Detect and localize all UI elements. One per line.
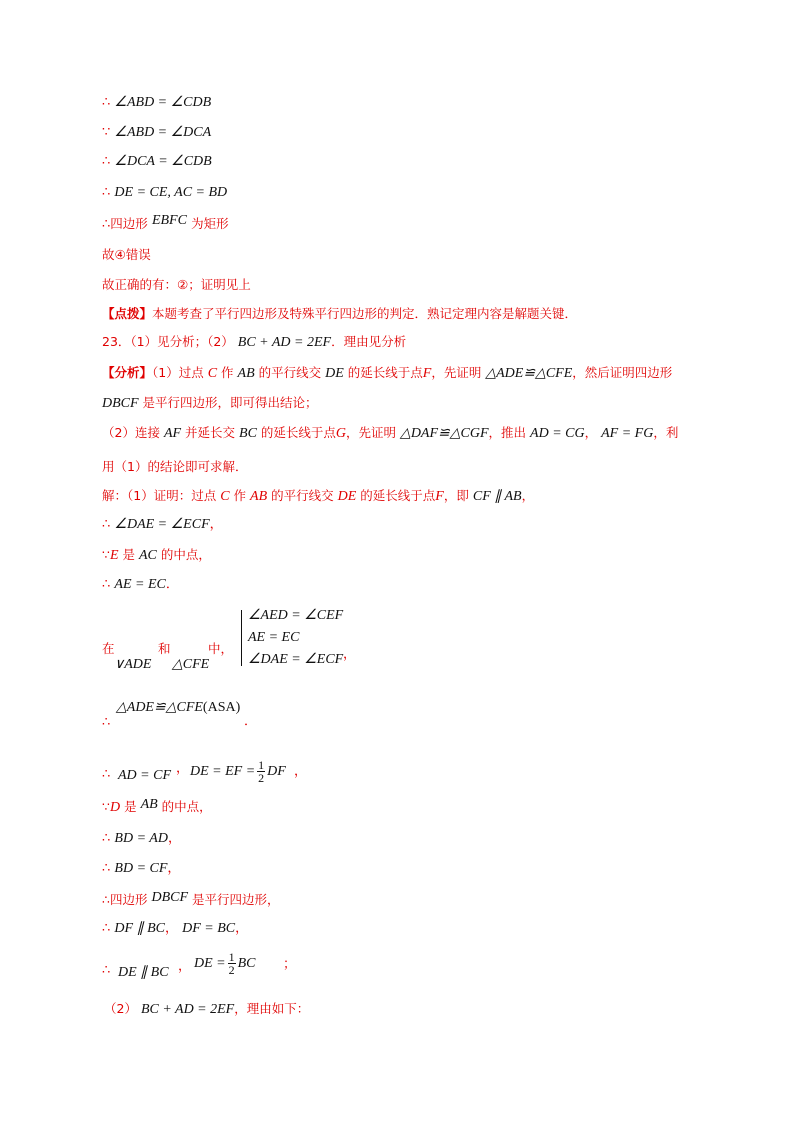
math-expression: CF ∥ AB [472,489,522,504]
math-expression: DBCF [151,890,189,905]
therefore-symbol: ∴ [102,217,111,232]
math-expression: DE = $\frac{1}{2}$ BC [194,950,256,978]
system-equation: AE = EC [248,630,300,645]
proof-line: ∴四边形 DBCF 是平行四边形， [102,890,280,907]
math-expression: DF ∥ BC [114,921,165,936]
math-expression: ∠DCA = ∠CDB [114,154,212,169]
math-expression: BD = AD [114,831,168,846]
analysis-line: 用（1）的结论即可求解． [102,459,248,474]
answer-line: 23．（1）见分析；（2） BC + AD = 2EF．理由见分析 [102,334,407,350]
math-expression: DE = EF = $\frac{1}{2}$ DF [190,758,286,786]
triangle-label: △CFE [172,657,210,672]
math-expression: AE = EC [114,577,166,592]
solution-line: （2） BC + AD = 2EF，理由如下： [104,1001,310,1017]
proof-line: ∵D 是 AB 的中点， [102,797,212,815]
congruence-expression: △ADE≌△CFE [485,366,573,381]
because-symbol: ∵ [102,125,111,140]
proof-line [102,153,212,171]
left-brace [241,610,248,666]
proof-line [102,124,211,142]
proof-line: 故正确的有：②；证明见上 [102,277,251,292]
analysis-line: （2）连接 AF 并延长交 BC 的延长线于点G，先证明 △DAF≌△CGF，推出 AD = CG， AF = FG，利 [102,425,679,441]
math-expression: DF = BC [182,921,236,936]
math-expression: DE ∥ BC [118,965,169,980]
system-equation: ∠DAE = ∠ECF [248,652,344,667]
math-expression: ∠ABD = ∠DCA [114,125,212,140]
proof-line [102,184,227,202]
tag-label: 【分析】 [102,365,153,380]
therefore-symbol: ∴ [102,185,111,200]
math-expression: DE = CE, AC = BD [114,185,228,200]
system-equation: ∠AED = ∠CEF [248,608,344,623]
solution-line: 解：（1）证明：过点 C 作 AB 的平行线交 DE 的延长线于点F，即 CF ∥ AB， [102,488,535,504]
math-expression: BC + AD = 2EF [237,335,332,350]
proof-line: ∴ DF ∥ BC， DF = BC， [102,921,249,936]
math-expression: DBCF [102,396,139,411]
proof-line: ∴ BD = CF， [102,861,181,876]
analysis-line: DBCF 是平行四边形，即可得出结论； [102,395,318,411]
proof-line: ∴ ∠DAE = ∠ECF， [102,517,223,532]
math-expression: ∠ABD = ∠CDB [114,95,212,110]
proof-line [102,94,211,112]
proof-line: ∴四边形 EBFC 为矩形 [102,213,229,232]
proof-line: ∴ BD = AD， [102,831,181,846]
triangle-label: ∨ADE [114,657,152,672]
therefore-symbol: ∴ [102,95,111,110]
congruence-expression: △DAF≌△CGF [400,426,489,441]
tag-label: 【点拨】 [102,306,153,321]
math-expression: EBFC [151,213,187,228]
analysis-line: 【分析】（1）过点 C 作 AB 的平行线交 DE 的延长线于点F，先证明 △ADE≌△CFE，然后证明四边形 [102,365,673,381]
proof-line: 故④错误 [102,247,151,262]
therefore-symbol: ∴ [102,154,111,169]
math-expression: AD = CF [118,768,171,783]
proof-line: ∴ AE = EC． [102,577,179,592]
math-expression: BC + AD = 2EF [140,1002,235,1017]
math-expression: △ADE≌△CFE(ASA) [116,700,241,715]
math-expression: ∠DAE = ∠ECF [114,517,210,532]
math-expression: BD = CF [114,861,168,876]
note-line: 【点拨】本题考查了平行四边形及特殊平行四边形的判定．熟记定理内容是解题关键． [102,306,578,321]
proof-line: ∵E 是 AC 的中点， [102,547,211,563]
